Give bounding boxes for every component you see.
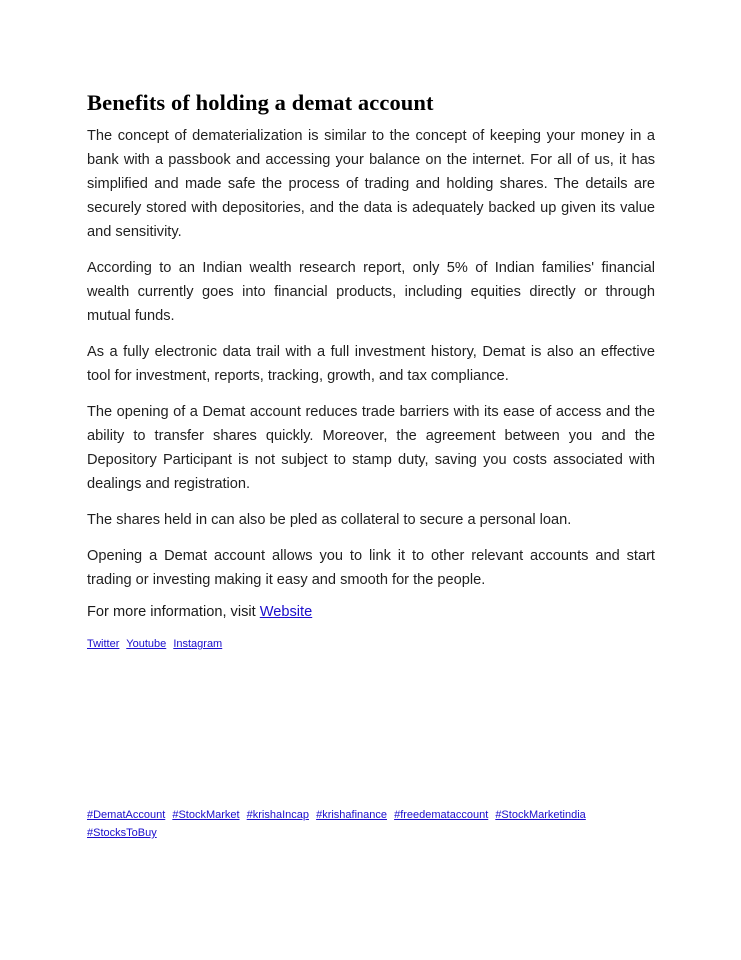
hashtag-links bbox=[87, 806, 657, 842]
hashtag-link[interactable]: #krishaIncap bbox=[246, 809, 310, 821]
paragraph-2: According to an Indian wealth research report, only 5% of Indian families' financial wealth currently goes into financial products, including equities directly or through mutual funds. bbox=[87, 260, 655, 324]
paragraph-6: Opening a Demat account allows you to link it to other relevant accounts and start trading or investing making it easy and smooth for the people. bbox=[87, 548, 655, 588]
hashtag-link[interactable]: #krishafinance bbox=[316, 809, 388, 821]
hashtag-link[interactable]: #StockMarket bbox=[172, 809, 240, 821]
instagram-link[interactable]: Instagram bbox=[173, 638, 223, 650]
paragraph-4: The opening of a Demat account reduces trade barriers with its ease of access and the ability to transfer shares quickly. Moreover, the agreement between you and the Depository Participant is not subject to stamp duty, saving you costs associated with dealings and registration. bbox=[87, 404, 655, 492]
hashtag-link[interactable]: #StocksToBuy bbox=[87, 827, 157, 839]
document-page bbox=[87, 90, 655, 650]
paragraph-3: As a fully electronic data trail with a full investment history, Demat is also an effective tool for investment, reports, tracking, growth, and tax compliance. bbox=[87, 344, 655, 384]
hashtag-link[interactable]: #StockMarketindia bbox=[495, 809, 586, 821]
twitter-link[interactable]: Twitter bbox=[87, 638, 120, 650]
more-info-line bbox=[87, 600, 655, 624]
more-info-prefix: For more information, visit bbox=[87, 604, 260, 620]
youtube-link[interactable]: Youtube bbox=[126, 638, 167, 650]
website-link[interactable]: Website bbox=[259, 604, 313, 620]
social-links bbox=[87, 638, 655, 650]
paragraph-5: The shares held in can also be pled as collateral to secure a personal loan. bbox=[87, 512, 572, 528]
hashtag-link[interactable]: #freedemataccount bbox=[394, 809, 489, 821]
page-title: Benefits of holding a demat account bbox=[87, 90, 434, 115]
paragraph-1: The concept of dematerialization is similar to the concept of keeping your money in a bank with a passbook and accessing your balance on the internet. For all of us, it has simplified and made safe the process of trading and holding shares. The details are securely stored with depositories, and the data is adequately backed up given its value and sensitivity. bbox=[87, 128, 655, 240]
hashtag-link[interactable]: #DematAccount bbox=[87, 809, 166, 821]
